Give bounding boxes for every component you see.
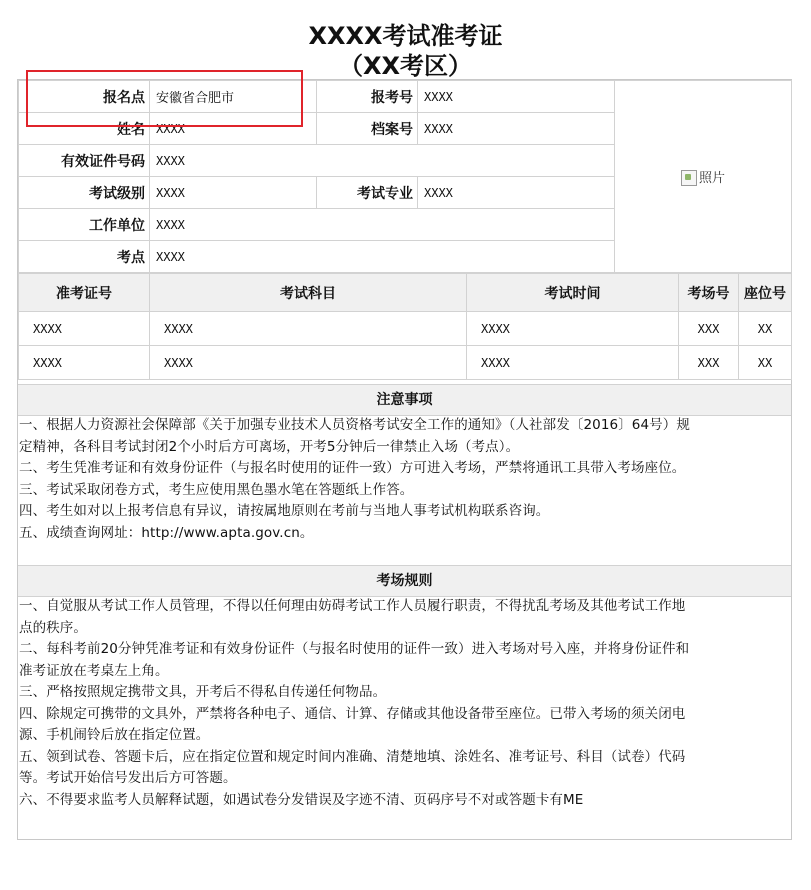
table-row	[19, 346, 792, 380]
id-no-label: 有效证件号码	[19, 145, 150, 177]
notice-list	[18, 415, 791, 544]
admission-ticket	[17, 79, 792, 840]
rule-line: 三、严格按照规定携带文具，开考后不得私自传递任何物品。	[19, 684, 387, 700]
rule-line: 四、除规定可携带的文具外，严禁将各种电子、通信、计算、存储或其他设备带至座位。已带入考场的须关闭电	[19, 705, 686, 722]
notice-line: 三、考试采取闭卷方式，考生应使用黑色墨水笔在答题纸上作答。	[19, 481, 414, 498]
name-value: XXXX	[150, 113, 317, 145]
time-cell: XXXX	[467, 346, 679, 380]
id-no-value: XXXX	[150, 145, 615, 177]
col-header-seat: 座位号	[739, 274, 792, 312]
rule-line: 等。考试开始信号发出后方可答题。	[19, 770, 237, 786]
file-no-label: 档案号	[317, 113, 418, 145]
photo-alt-text: 照片	[698, 170, 725, 186]
registration-point-value: 安徽省合肥市	[150, 81, 317, 113]
rules-list	[18, 596, 791, 811]
ticket-no-cell: XXXX	[19, 312, 150, 346]
notice-line: 四、考生如对以上报考信息有异议，请按属地原则在考前与当地人事考试机构联系咨询。	[19, 503, 550, 519]
exam-major-label: 考试专业	[317, 177, 418, 209]
registration-no-value: XXXX	[418, 81, 615, 113]
subject-cell: XXXX	[150, 312, 467, 346]
page-subtitle: （XX考区）	[338, 52, 472, 80]
seat-cell: XX	[739, 346, 792, 380]
notice-line: 五、成绩查询网址：http://www.apta.gov.cn。	[19, 524, 314, 541]
rule-line: 六、不得要求监考人员解释试题，如遇试卷分发错误及字迹不清、页码序号不对或答题卡有ME	[19, 791, 584, 808]
notice-line: 二、考生凭准考证和有效身份证件（与报名时使用的证件一致）方可进入考场，严禁将通讯工具带入考场座位。	[19, 460, 686, 476]
rule-line: 一、自觉服从考试工作人员管理，不得以任何理由妨碍考试工作人员履行职责，不得扰乱考场及其他考试工作地	[19, 598, 686, 614]
photo-cell	[615, 81, 792, 273]
subject-cell: XXXX	[150, 346, 467, 380]
exam-level-label: 考试级别	[19, 177, 150, 209]
registration-no-label: 报考号	[317, 81, 418, 113]
work-unit-value: XXXX	[150, 209, 615, 241]
exam-major-value: XXXX	[418, 177, 615, 209]
room-cell: XXX	[679, 312, 739, 346]
col-header-time: 考试时间	[467, 274, 679, 312]
rules-heading: 考场规则	[18, 565, 791, 597]
broken-image-icon	[681, 170, 697, 186]
work-unit-label: 工作单位	[19, 209, 150, 241]
col-header-ticket-no: 准考证号	[19, 274, 150, 312]
rule-line: 五、领到试卷、答题卡后，应在指定位置和规定时间内准确、清楚地填、涂姓名、准考证号、科目（试卷）代码	[19, 748, 686, 765]
col-header-room: 考场号	[679, 274, 739, 312]
candidate-info-table	[18, 80, 792, 273]
col-header-subject: 考试科目	[150, 274, 467, 312]
room-cell: XXX	[679, 346, 739, 380]
time-cell: XXXX	[467, 312, 679, 346]
name-label: 姓名	[19, 113, 150, 145]
rule-line: 源、手机闹铃后放在指定位置。	[19, 727, 210, 743]
ticket-no-cell: XXXX	[19, 346, 150, 380]
rule-line: 点的秩序。	[19, 619, 87, 636]
registration-point-label: 报名点	[19, 81, 150, 113]
exam-site-label: 考点	[19, 241, 150, 273]
notice-line: 一、根据人力资源社会保障部《关于加强专业技术人员资格考试安全工作的通知》（人社部发〔2016〕64号）规	[19, 417, 690, 433]
rule-line: 准考证放在考桌左上角。	[19, 662, 169, 679]
notice-line: 定精神，各科目考试封闭2个小时后方可离场，开考5分钟后一律禁止入场（考点）。	[19, 438, 520, 455]
exam-schedule-table	[18, 273, 792, 380]
file-no-value: XXXX	[418, 113, 615, 145]
notice-heading: 注意事项	[18, 384, 791, 416]
page-title: XXXX考试准考证	[308, 22, 503, 50]
seat-cell: XX	[739, 312, 792, 346]
exam-site-value: XXXX	[150, 241, 615, 273]
exam-level-value: XXXX	[150, 177, 317, 209]
table-row	[19, 312, 792, 346]
rule-line: 二、每科考前20分钟凭准考证和有效身份证件（与报名时使用的证件一致）进入考场对号入座，并将身份证件和	[19, 641, 690, 657]
